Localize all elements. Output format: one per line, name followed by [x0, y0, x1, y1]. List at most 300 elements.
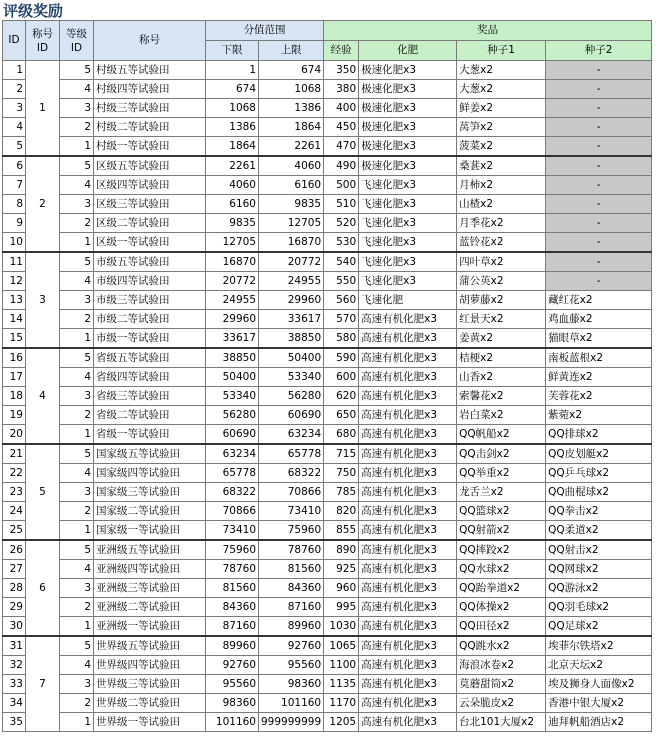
- cell-id: 5: [3, 137, 26, 157]
- cell-seed2: 埃及狮身人面像x2: [546, 675, 652, 694]
- cell-lower: 1068: [206, 99, 259, 118]
- cell-title: 村级五等试验田: [94, 61, 206, 80]
- cell-seed2: 鸡血藤x2: [546, 310, 652, 329]
- table-row: [3, 195, 652, 214]
- cell-seed2: -: [546, 176, 652, 195]
- cell-exp: 1030: [324, 617, 359, 637]
- header-grade-id: 等级 ID: [60, 21, 94, 61]
- cell-lower: 29960: [206, 310, 259, 329]
- cell-exp: 560: [324, 291, 359, 310]
- cell-title: 省级二等试验田: [94, 406, 206, 425]
- cell-seed1: 红景天x2: [457, 310, 546, 329]
- cell-id: 21: [3, 444, 26, 464]
- cell-grade-id: 1: [60, 617, 94, 637]
- cell-fertilizer: 高速有机化肥x3: [359, 636, 457, 656]
- cell-upper: 9835: [259, 195, 324, 214]
- cell-seed1: 索馨花x2: [457, 387, 546, 406]
- cell-title: 国家级四等试验田: [94, 464, 206, 483]
- cell-seed1: 月柿x2: [457, 176, 546, 195]
- cell-lower: 9835: [206, 214, 259, 233]
- cell-grade-id: 1: [60, 521, 94, 541]
- cell-lower: 70866: [206, 502, 259, 521]
- cell-exp: 650: [324, 406, 359, 425]
- cell-grade-id: 4: [60, 560, 94, 579]
- table-row: [3, 636, 652, 656]
- cell-exp: 520: [324, 214, 359, 233]
- cell-seed1: QQ帆船x2: [457, 425, 546, 445]
- cell-lower: 6160: [206, 195, 259, 214]
- cell-upper: 84360: [259, 579, 324, 598]
- cell-fertilizer: 极速化肥x3: [359, 137, 457, 157]
- cell-title: 世界级四等试验田: [94, 656, 206, 675]
- cell-lower: 68322: [206, 483, 259, 502]
- cell-lower: 92760: [206, 656, 259, 675]
- cell-grade-id: 3: [60, 99, 94, 118]
- cell-lower: 20772: [206, 272, 259, 291]
- cell-title: 亚洲级一等试验田: [94, 617, 206, 637]
- cell-fertilizer: 飞速化肥x3: [359, 214, 457, 233]
- cell-seed1: 蓝铃花x2: [457, 233, 546, 253]
- cell-seed1: 大葱x2: [457, 80, 546, 99]
- cell-lower: 95560: [206, 675, 259, 694]
- cell-exp: 1065: [324, 636, 359, 656]
- cell-fertilizer: 高速有机化肥x3: [359, 521, 457, 541]
- cell-seed2: -: [546, 137, 652, 157]
- cell-upper: 65778: [259, 444, 324, 464]
- cell-lower: 674: [206, 80, 259, 99]
- cell-lower: 60690: [206, 425, 259, 445]
- cell-title: 亚洲级四等试验田: [94, 560, 206, 579]
- cell-title: 市级二等试验田: [94, 310, 206, 329]
- table-row: [3, 272, 652, 291]
- cell-id: 19: [3, 406, 26, 425]
- cell-upper: 56280: [259, 387, 324, 406]
- table-row: [3, 387, 652, 406]
- cell-upper: 4060: [259, 156, 324, 176]
- cell-seed2: -: [546, 272, 652, 291]
- cell-upper: 78760: [259, 540, 324, 560]
- cell-lower: 1386: [206, 118, 259, 137]
- cell-exp: 1135: [324, 675, 359, 694]
- table-row: [3, 464, 652, 483]
- cell-seed1: 莴笋x2: [457, 118, 546, 137]
- cell-id: 8: [3, 195, 26, 214]
- table-row: [3, 675, 652, 694]
- header-title: 称号: [94, 21, 206, 61]
- cell-exp: 995: [324, 598, 359, 617]
- cell-seed2: -: [546, 252, 652, 272]
- cell-seed1: QQ击剑x2: [457, 444, 546, 464]
- cell-seed2: 芙蓉花x2: [546, 387, 652, 406]
- cell-upper: 12705: [259, 214, 324, 233]
- cell-lower: 63234: [206, 444, 259, 464]
- cell-id: 13: [3, 291, 26, 310]
- cell-title: 亚洲级五等试验田: [94, 540, 206, 560]
- cell-upper: 92760: [259, 636, 324, 656]
- cell-lower: 75960: [206, 540, 259, 560]
- cell-lower: 89960: [206, 636, 259, 656]
- cell-seed1: 山香x2: [457, 368, 546, 387]
- cell-grade-id: 5: [60, 156, 94, 176]
- cell-seed1: 大葱x2: [457, 61, 546, 80]
- cell-title: 世界级一等试验田: [94, 713, 206, 732]
- cell-title: 市级一等试验田: [94, 329, 206, 349]
- cell-grade-id: 5: [60, 444, 94, 464]
- table-row: [3, 329, 652, 349]
- cell-upper: 50400: [259, 348, 324, 368]
- cell-upper: 95560: [259, 656, 324, 675]
- cell-title: 村级四等试验田: [94, 80, 206, 99]
- cell-seed2: -: [546, 61, 652, 80]
- cell-seed2: QQ柔道x2: [546, 521, 652, 541]
- cell-fertilizer: 高速有机化肥x3: [359, 425, 457, 445]
- cell-title: 区级三等试验田: [94, 195, 206, 214]
- cell-seed2: 迪拜帆船酒店x2: [546, 713, 652, 732]
- cell-fertilizer: 飞速化肥x3: [359, 252, 457, 272]
- cell-title: 省级三等试验田: [94, 387, 206, 406]
- cell-exp: 680: [324, 425, 359, 445]
- cell-grade-id: 4: [60, 368, 94, 387]
- cell-id: 17: [3, 368, 26, 387]
- cell-id: 25: [3, 521, 26, 541]
- cell-title: 村级三等试验田: [94, 99, 206, 118]
- cell-id: 4: [3, 118, 26, 137]
- cell-lower: 73410: [206, 521, 259, 541]
- cell-seed1: 四叶草x2: [457, 252, 546, 272]
- header-upper: 上限: [259, 41, 324, 61]
- cell-fertilizer: 高速有机化肥x3: [359, 406, 457, 425]
- cell-seed1: 云朵脆皮x2: [457, 694, 546, 713]
- cell-seed2: QQ排球x2: [546, 425, 652, 445]
- cell-seed2: 紫菀x2: [546, 406, 652, 425]
- cell-seed1: 菠菜x2: [457, 137, 546, 157]
- rating-reward-table: [2, 20, 652, 732]
- cell-grade-id: 2: [60, 406, 94, 425]
- cell-seed1: QQ举重x2: [457, 464, 546, 483]
- cell-id: 6: [3, 156, 26, 176]
- cell-id: 24: [3, 502, 26, 521]
- cell-grade-id: 3: [60, 291, 94, 310]
- cell-fertilizer: 极速化肥x3: [359, 61, 457, 80]
- cell-exp: 470: [324, 137, 359, 157]
- cell-id: 27: [3, 560, 26, 579]
- cell-lower: 24955: [206, 291, 259, 310]
- cell-upper: 674: [259, 61, 324, 80]
- cell-fertilizer: 高速有机化肥x3: [359, 560, 457, 579]
- table-row: [3, 348, 652, 368]
- cell-seed2: -: [546, 99, 652, 118]
- cell-grade-id: 5: [60, 636, 94, 656]
- table-row: [3, 118, 652, 137]
- cell-title: 世界级二等试验田: [94, 694, 206, 713]
- cell-seed1: 龙舌兰x2: [457, 483, 546, 502]
- cell-upper: 81560: [259, 560, 324, 579]
- cell-exp: 590: [324, 348, 359, 368]
- table-row: [3, 406, 652, 425]
- table-row: [3, 502, 652, 521]
- cell-grade-id: 4: [60, 272, 94, 291]
- cell-seed2: QQ游泳x2: [546, 579, 652, 598]
- cell-id: 20: [3, 425, 26, 445]
- cell-lower: 38850: [206, 348, 259, 368]
- cell-fertilizer: 高速有机化肥x3: [359, 502, 457, 521]
- cell-seed1: 姜黄x2: [457, 329, 546, 349]
- cell-fertilizer: 高速有机化肥x3: [359, 656, 457, 675]
- cell-exp: 855: [324, 521, 359, 541]
- header-seed1: 种子1: [457, 41, 546, 61]
- cell-id: 9: [3, 214, 26, 233]
- cell-exp: 750: [324, 464, 359, 483]
- cell-fertilizer: 极速化肥x3: [359, 99, 457, 118]
- cell-grade-id: 2: [60, 214, 94, 233]
- table-row: [3, 694, 652, 713]
- cell-exp: 540: [324, 252, 359, 272]
- cell-seed2: QQ拳击x2: [546, 502, 652, 521]
- cell-fertilizer: 高速有机化肥x3: [359, 675, 457, 694]
- cell-id: 16: [3, 348, 26, 368]
- cell-title: 国家级二等试验田: [94, 502, 206, 521]
- cell-seed2: QQ足球x2: [546, 617, 652, 637]
- cell-exp: 925: [324, 560, 359, 579]
- cell-id: 1: [3, 61, 26, 80]
- cell-grade-id: 1: [60, 425, 94, 445]
- cell-exp: 450: [324, 118, 359, 137]
- cell-exp: 820: [324, 502, 359, 521]
- cell-grade-id: 2: [60, 598, 94, 617]
- cell-exp: 890: [324, 540, 359, 560]
- cell-upper: 1068: [259, 80, 324, 99]
- cell-upper: 63234: [259, 425, 324, 445]
- cell-seed2: -: [546, 214, 652, 233]
- table-row: [3, 310, 652, 329]
- cell-id: 31: [3, 636, 26, 656]
- table-row: [3, 617, 652, 637]
- header-fertilizer: 化肥: [359, 41, 457, 61]
- header-id: ID: [3, 21, 26, 61]
- cell-grade-id: 2: [60, 118, 94, 137]
- cell-fertilizer: 极速化肥x3: [359, 156, 457, 176]
- cell-id: 11: [3, 252, 26, 272]
- cell-seed1: QQ水球x2: [457, 560, 546, 579]
- cell-seed1: QQ篮球x2: [457, 502, 546, 521]
- cell-seed2: QQ乒乓球x2: [546, 464, 652, 483]
- cell-fertilizer: 高速有机化肥x3: [359, 348, 457, 368]
- cell-title: 亚洲级二等试验田: [94, 598, 206, 617]
- header-exp: 经验: [324, 41, 359, 61]
- cell-seed2: 北京天坛x2: [546, 656, 652, 675]
- cell-seed1: 桔梗x2: [457, 348, 546, 368]
- cell-upper: 98360: [259, 675, 324, 694]
- cell-title-id: 6: [26, 540, 60, 636]
- cell-exp: 400: [324, 99, 359, 118]
- cell-upper: 20772: [259, 252, 324, 272]
- cell-seed2: -: [546, 80, 652, 99]
- cell-id: 28: [3, 579, 26, 598]
- cell-seed1: 莫蘑甜筒x2: [457, 675, 546, 694]
- cell-id: 10: [3, 233, 26, 253]
- cell-title: 世界级三等试验田: [94, 675, 206, 694]
- cell-grade-id: 2: [60, 694, 94, 713]
- cell-seed2: QQ网球x2: [546, 560, 652, 579]
- cell-seed2: QQ皮划艇x2: [546, 444, 652, 464]
- cell-lower: 65778: [206, 464, 259, 483]
- cell-id: 7: [3, 176, 26, 195]
- cell-fertilizer: 飞速化肥x3: [359, 176, 457, 195]
- table-row: [3, 368, 652, 387]
- cell-upper: 1386: [259, 99, 324, 118]
- cell-seed1: 海浪冰卷x2: [457, 656, 546, 675]
- cell-seed1: 胡萝藤x2: [457, 291, 546, 310]
- cell-id: 23: [3, 483, 26, 502]
- cell-title: 亚洲级三等试验田: [94, 579, 206, 598]
- cell-seed1: QQ摔跤x2: [457, 540, 546, 560]
- cell-exp: 1170: [324, 694, 359, 713]
- cell-upper: 89960: [259, 617, 324, 637]
- cell-title: 世界级五等试验田: [94, 636, 206, 656]
- cell-seed2: QQ曲棍球x2: [546, 483, 652, 502]
- cell-id: 2: [3, 80, 26, 99]
- cell-exp: 380: [324, 80, 359, 99]
- cell-seed2: 鲜黄连x2: [546, 368, 652, 387]
- cell-exp: 500: [324, 176, 359, 195]
- cell-seed1: 台北101大厦x2: [457, 713, 546, 732]
- cell-title: 市级五等试验田: [94, 252, 206, 272]
- cell-seed2: 猫眼草x2: [546, 329, 652, 349]
- cell-exp: 715: [324, 444, 359, 464]
- cell-grade-id: 3: [60, 195, 94, 214]
- cell-grade-id: 4: [60, 176, 94, 195]
- cell-exp: 530: [324, 233, 359, 253]
- cell-fertilizer: 高速有机化肥x3: [359, 579, 457, 598]
- cell-lower: 50400: [206, 368, 259, 387]
- cell-id: 34: [3, 694, 26, 713]
- cell-seed1: QQ田径x2: [457, 617, 546, 637]
- cell-seed1: 岩白菜x2: [457, 406, 546, 425]
- table-row: [3, 560, 652, 579]
- cell-grade-id: 2: [60, 310, 94, 329]
- cell-lower: 101160: [206, 713, 259, 732]
- cell-grade-id: 4: [60, 656, 94, 675]
- table-row: [3, 233, 652, 253]
- cell-fertilizer: 极速化肥x3: [359, 80, 457, 99]
- cell-id: 18: [3, 387, 26, 406]
- cell-upper: 101160: [259, 694, 324, 713]
- cell-fertilizer: 高速有机化肥x3: [359, 540, 457, 560]
- table-row: [3, 540, 652, 560]
- cell-lower: 56280: [206, 406, 259, 425]
- cell-exp: 580: [324, 329, 359, 349]
- cell-grade-id: 1: [60, 137, 94, 157]
- cell-fertilizer: 高速有机化肥x3: [359, 617, 457, 637]
- table-row: [3, 291, 652, 310]
- cell-upper: 53340: [259, 368, 324, 387]
- cell-exp: 490: [324, 156, 359, 176]
- cell-fertilizer: 飞速化肥x3: [359, 272, 457, 291]
- cell-title: 市级四等试验田: [94, 272, 206, 291]
- header-range: 分值范围: [206, 21, 324, 41]
- cell-lower: 1864: [206, 137, 259, 157]
- cell-fertilizer: 高速有机化肥x3: [359, 310, 457, 329]
- cell-seed2: -: [546, 195, 652, 214]
- cell-exp: 620: [324, 387, 359, 406]
- table-row: [3, 61, 652, 80]
- table-body: [3, 61, 652, 732]
- cell-seed2: -: [546, 118, 652, 137]
- cell-id: 33: [3, 675, 26, 694]
- cell-lower: 98360: [206, 694, 259, 713]
- table-row: [3, 444, 652, 464]
- cell-upper: 16870: [259, 233, 324, 253]
- cell-seed1: QQ射箭x2: [457, 521, 546, 541]
- cell-grade-id: 1: [60, 329, 94, 349]
- cell-title-id: 7: [26, 636, 60, 732]
- cell-title: 区级一等试验田: [94, 233, 206, 253]
- cell-grade-id: 4: [60, 464, 94, 483]
- header-lower: 下限: [206, 41, 259, 61]
- cell-grade-id: 3: [60, 387, 94, 406]
- cell-title-id: 2: [26, 156, 60, 252]
- cell-title-id: 1: [26, 61, 60, 157]
- cell-lower: 33617: [206, 329, 259, 349]
- cell-seed2: 埃菲尔铁塔x2: [546, 636, 652, 656]
- cell-fertilizer: 高速有机化肥x3: [359, 387, 457, 406]
- table-row: [3, 80, 652, 99]
- cell-title: 国家级一等试验田: [94, 521, 206, 541]
- cell-grade-id: 5: [60, 348, 94, 368]
- cell-id: 12: [3, 272, 26, 291]
- cell-grade-id: 3: [60, 483, 94, 502]
- cell-upper: 38850: [259, 329, 324, 349]
- cell-title-id: 4: [26, 348, 60, 444]
- cell-exp: 785: [324, 483, 359, 502]
- cell-fertilizer: 高速有机化肥x3: [359, 329, 457, 349]
- cell-lower: 78760: [206, 560, 259, 579]
- cell-upper: 1864: [259, 118, 324, 137]
- table-row: [3, 137, 652, 157]
- cell-id: 29: [3, 598, 26, 617]
- cell-lower: 53340: [206, 387, 259, 406]
- cell-title: 国家级三等试验田: [94, 483, 206, 502]
- cell-upper: 999999999: [259, 713, 324, 732]
- cell-title-id: 5: [26, 444, 60, 540]
- cell-seed2: 南板蓝根x2: [546, 348, 652, 368]
- table-row: [3, 214, 652, 233]
- cell-exp: 1100: [324, 656, 359, 675]
- cell-id: 3: [3, 99, 26, 118]
- table-row: [3, 521, 652, 541]
- cell-exp: 550: [324, 272, 359, 291]
- cell-title: 市级三等试验田: [94, 291, 206, 310]
- cell-exp: 600: [324, 368, 359, 387]
- cell-seed1: QQ跳水x2: [457, 636, 546, 656]
- cell-seed2: -: [546, 156, 652, 176]
- cell-fertilizer: 飞速化肥x3: [359, 195, 457, 214]
- cell-upper: 33617: [259, 310, 324, 329]
- cell-upper: 60690: [259, 406, 324, 425]
- cell-fertilizer: 高速有机化肥x3: [359, 694, 457, 713]
- cell-upper: 68322: [259, 464, 324, 483]
- cell-fertilizer: 飞速化肥: [359, 291, 457, 310]
- cell-title: 国家级五等试验田: [94, 444, 206, 464]
- cell-grade-id: 1: [60, 233, 94, 253]
- cell-title: 村级一等试验田: [94, 137, 206, 157]
- cell-lower: 16870: [206, 252, 259, 272]
- cell-upper: 73410: [259, 502, 324, 521]
- table-row: [3, 156, 652, 176]
- cell-seed1: 月季花x2: [457, 214, 546, 233]
- cell-lower: 2261: [206, 156, 259, 176]
- cell-title: 区级二等试验田: [94, 214, 206, 233]
